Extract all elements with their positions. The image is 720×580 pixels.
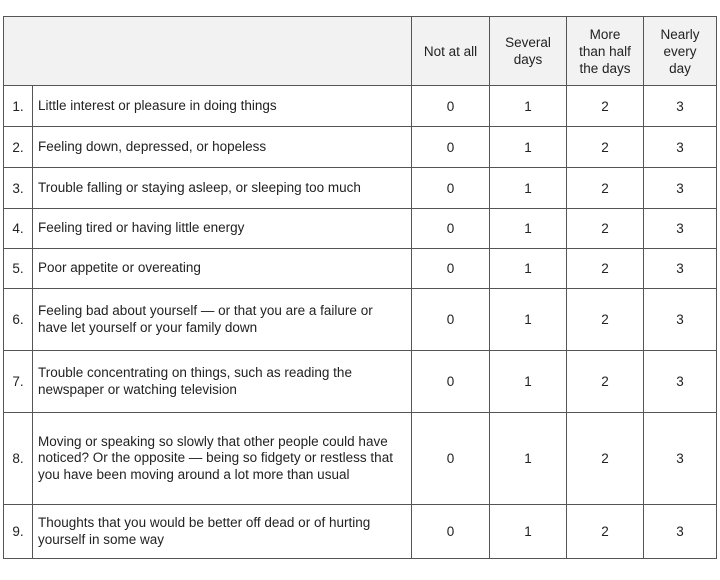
question-text: Feeling tired or having little energy [33,209,412,249]
score-several-days: 1 [490,168,567,209]
table-row [4,168,717,209]
score-nearly-every-day: 3 [644,168,717,209]
column-header-nearly-every-day: Nearly every day [644,17,717,86]
score-several-days: 1 [490,86,567,127]
score-several-days: 1 [490,505,567,559]
score-not-at-all: 0 [412,505,490,559]
score-not-at-all: 0 [412,86,490,127]
row-number: 1. [4,86,33,127]
score-more-than-half: 2 [567,351,644,413]
score-nearly-every-day: 3 [644,505,717,559]
score-nearly-every-day: 3 [644,127,717,168]
score-nearly-every-day: 3 [644,209,717,249]
row-number: 4. [4,209,33,249]
row-number: 7. [4,351,33,413]
table-row [4,413,717,505]
table-row [4,127,717,168]
table-row [4,505,717,559]
score-several-days: 1 [490,127,567,168]
score-not-at-all: 0 [412,209,490,249]
question-text: Feeling bad about yourself — or that you are a failure or have let yourself or your family down [33,289,412,351]
column-header-several-days: Several days [490,17,567,86]
score-more-than-half: 2 [567,127,644,168]
score-not-at-all: 0 [412,289,490,351]
header-blank-cell [4,17,412,86]
column-header-more-than-half: More than half the days [567,17,644,86]
table-row [4,351,717,413]
row-number: 2. [4,127,33,168]
row-number: 3. [4,168,33,209]
score-nearly-every-day: 3 [644,289,717,351]
table-row [4,209,717,249]
table-row [4,289,717,351]
score-more-than-half: 2 [567,86,644,127]
questionnaire-table [3,16,717,559]
score-nearly-every-day: 3 [644,86,717,127]
score-nearly-every-day: 3 [644,351,717,413]
score-more-than-half: 2 [567,249,644,289]
question-text: Poor appetite or overeating [33,249,412,289]
column-header-not-at-all: Not at all [412,17,490,86]
score-more-than-half: 2 [567,289,644,351]
question-text: Trouble falling or staying asleep, or sleeping too much [33,168,412,209]
score-not-at-all: 0 [412,413,490,505]
table-body [4,86,717,559]
row-number: 5. [4,249,33,289]
score-not-at-all: 0 [412,127,490,168]
score-several-days: 1 [490,413,567,505]
score-nearly-every-day: 3 [644,249,717,289]
row-number: 6. [4,289,33,351]
question-text: Moving or speaking so slowly that other people could have noticed? Or the opposite — being so fidgety or restless that you have been moving around a lot more than usual [33,413,412,505]
table-header-row [4,17,717,86]
score-several-days: 1 [490,249,567,289]
question-text: Feeling down, depressed, or hopeless [33,127,412,168]
question-text: Trouble concentrating on things, such as reading the newspaper or watching television [33,351,412,413]
score-several-days: 1 [490,289,567,351]
score-more-than-half: 2 [567,209,644,249]
table-row [4,249,717,289]
score-nearly-every-day: 3 [644,413,717,505]
score-not-at-all: 0 [412,249,490,289]
score-not-at-all: 0 [412,351,490,413]
score-several-days: 1 [490,209,567,249]
question-text: Little interest or pleasure in doing things [33,86,412,127]
row-number: 9. [4,505,33,559]
score-several-days: 1 [490,351,567,413]
score-not-at-all: 0 [412,168,490,209]
score-more-than-half: 2 [567,505,644,559]
question-text: Thoughts that you would be better off dead or of hurting yourself in some way [33,505,412,559]
score-more-than-half: 2 [567,168,644,209]
table-row [4,86,717,127]
row-number: 8. [4,413,33,505]
score-more-than-half: 2 [567,413,644,505]
